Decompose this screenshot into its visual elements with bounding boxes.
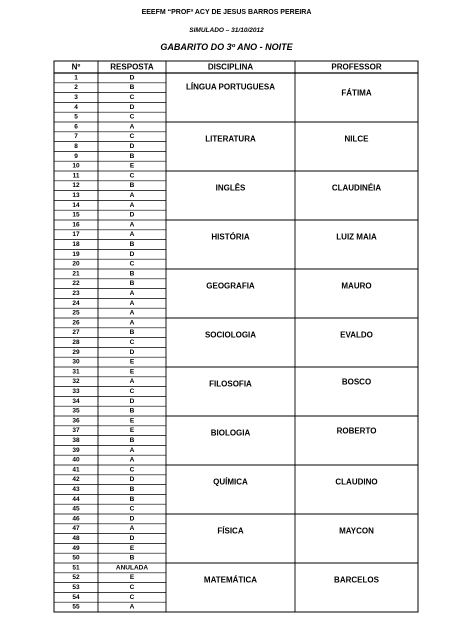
question-number: 16 xyxy=(72,221,80,229)
question-number: 2 xyxy=(74,84,78,92)
column-header-teacher: PROFESSOR xyxy=(331,62,382,72)
answer-cell: B xyxy=(129,280,135,288)
question-number: 33 xyxy=(72,388,80,395)
question-number: 6 xyxy=(74,123,78,131)
question-number: 45 xyxy=(72,505,80,513)
subject-name: GEOGRAFIA xyxy=(206,281,255,291)
answer-cell: D xyxy=(129,143,135,150)
answer-cell: D xyxy=(129,535,135,542)
question-number: 17 xyxy=(72,231,80,239)
question-number: 28 xyxy=(72,339,80,346)
teacher-name: NILCE xyxy=(344,134,369,144)
question-number: 50 xyxy=(72,554,80,562)
answer-cell: E xyxy=(129,427,135,435)
question-number: 42 xyxy=(72,476,80,484)
answer-cell: B xyxy=(129,329,135,337)
question-number: 12 xyxy=(72,182,80,190)
column-header-subject: DISCIPLINA xyxy=(207,62,254,72)
question-number: 46 xyxy=(72,515,80,523)
question-number: 5 xyxy=(74,113,78,121)
question-number: 7 xyxy=(74,133,78,141)
question-number: 39 xyxy=(72,446,80,454)
teacher-name: CLAUDINÉIA xyxy=(331,183,382,193)
answer-cell: B xyxy=(129,152,135,160)
question-number: 37 xyxy=(72,427,80,435)
question-number: 26 xyxy=(72,319,80,327)
question-number: 35 xyxy=(72,407,80,415)
answer-cell: B xyxy=(129,437,135,444)
question-number: 55 xyxy=(72,603,80,611)
question-number: 20 xyxy=(72,260,80,268)
answer-cell: A xyxy=(129,192,135,199)
answer-cell: B xyxy=(129,486,135,493)
question-number: 13 xyxy=(72,192,80,199)
question-number: 14 xyxy=(72,201,80,209)
question-number: 4 xyxy=(74,103,78,111)
question-number: 8 xyxy=(74,143,78,150)
column-header-answer: RESPOSTA xyxy=(110,62,154,72)
answer-cell: C xyxy=(129,466,135,474)
question-number: 18 xyxy=(72,241,80,248)
question-number: 11 xyxy=(72,172,80,180)
subject-name: MATEMÁTICA xyxy=(203,575,258,585)
answer-cell: E xyxy=(129,574,135,582)
answer-cell: D xyxy=(129,397,135,405)
teacher-name: CLAUDINO xyxy=(335,477,378,487)
subject-name: LITERATURA xyxy=(205,134,256,144)
teacher-name: BOSCO xyxy=(341,377,372,387)
question-number: 15 xyxy=(72,211,80,219)
teacher-name: EVALDO xyxy=(340,330,373,340)
answer-cell: C xyxy=(129,339,135,346)
answer-cell: E xyxy=(129,358,135,366)
subject-name: HISTÓRIA xyxy=(211,232,250,242)
school-name: EEEFM “PROFª ACY DE JESUS BARROS PEREIRA xyxy=(141,9,312,16)
question-number: 51 xyxy=(72,564,80,572)
answer-cell: C xyxy=(129,505,135,513)
answer-cell: D xyxy=(129,211,135,219)
column-header-number: Nº xyxy=(71,62,81,72)
question-number: 49 xyxy=(72,544,80,552)
answer-cell: A xyxy=(129,299,135,307)
answer-cell: B xyxy=(129,407,135,415)
question-number: 25 xyxy=(72,309,80,317)
question-number: 52 xyxy=(72,574,80,582)
answer-cell: A xyxy=(129,290,135,297)
answer-cell: D xyxy=(129,103,135,111)
answer-cell: A xyxy=(129,319,135,327)
subject-name: SOCIOLOGIA xyxy=(204,330,257,340)
teacher-name: MAYCON xyxy=(339,526,374,536)
question-number: 47 xyxy=(72,525,80,533)
question-number: 21 xyxy=(72,270,80,278)
teacher-name: MAURO xyxy=(341,281,372,291)
question-number: 36 xyxy=(72,417,80,425)
question-number: 48 xyxy=(72,535,80,542)
answer-cell: A xyxy=(129,221,135,229)
question-number: 27 xyxy=(72,329,80,337)
question-number: 29 xyxy=(72,348,80,356)
answer-cell: A xyxy=(129,231,135,239)
teacher-name: FÁTIMA xyxy=(341,88,372,98)
answer-cell: B xyxy=(129,495,135,503)
question-number: 32 xyxy=(72,378,80,386)
question-number: 44 xyxy=(72,495,80,503)
answer-cell: C xyxy=(129,593,135,601)
answer-cell: C xyxy=(129,113,135,121)
question-number: 34 xyxy=(72,397,80,405)
answer-cell: B xyxy=(129,84,135,92)
subject-name: BIOLOGIA xyxy=(210,428,251,438)
answer-cell: D xyxy=(129,476,135,484)
answer-cell: C xyxy=(129,584,135,591)
question-number: 22 xyxy=(72,280,80,288)
answer-cell: E xyxy=(129,544,135,552)
question-number: 38 xyxy=(72,437,80,444)
answer-cell: A xyxy=(129,456,135,464)
answer-cell: B xyxy=(129,241,135,248)
subject-name: FÍSICA xyxy=(217,526,244,536)
answer-cell: B xyxy=(129,182,135,190)
subject-name: INGLÊS xyxy=(215,183,246,193)
answer-cell: A xyxy=(129,378,135,386)
answer-cell: D xyxy=(129,74,135,82)
question-number: 31 xyxy=(72,368,80,376)
question-number: 19 xyxy=(72,250,80,258)
answer-cell: D xyxy=(129,250,135,258)
answer-cell: E xyxy=(129,417,135,425)
answer-cell: ANULADA xyxy=(115,564,149,572)
teacher-name: LUIZ MAIA xyxy=(336,232,377,242)
question-number: 40 xyxy=(72,456,80,464)
answer-cell: A xyxy=(129,201,135,209)
answer-cell: C xyxy=(129,133,135,141)
question-number: 3 xyxy=(74,94,78,101)
subject-name: QUÍMICA xyxy=(213,477,248,487)
answer-cell: D xyxy=(129,348,135,356)
answer-cell: D xyxy=(129,515,135,523)
answer-cell: C xyxy=(129,260,135,268)
answer-cell: E xyxy=(129,162,135,170)
question-number: 23 xyxy=(72,290,80,297)
answer-cell: E xyxy=(129,368,135,376)
question-number: 43 xyxy=(72,486,80,493)
question-number: 53 xyxy=(72,584,80,591)
answer-cell: B xyxy=(129,270,135,278)
answer-cell: A xyxy=(129,603,135,611)
subject-name: FILOSOFIA xyxy=(209,379,252,389)
answer-cell: A xyxy=(129,446,135,454)
question-number: 24 xyxy=(72,299,80,307)
answer-cell: C xyxy=(129,94,135,101)
answer-cell: A xyxy=(129,309,135,317)
answer-cell: A xyxy=(129,525,135,533)
answer-cell: B xyxy=(129,554,135,562)
answer-cell: A xyxy=(129,123,135,131)
answer-cell: C xyxy=(129,172,135,180)
question-number: 10 xyxy=(72,162,80,170)
question-number: 54 xyxy=(72,593,80,601)
answer-cell: C xyxy=(129,388,135,395)
subject-name: LÍNGUA PORTUGUESA xyxy=(185,82,276,92)
question-number: 1 xyxy=(74,74,78,82)
teacher-name: ROBERTO xyxy=(336,426,377,436)
question-number: 41 xyxy=(72,466,80,474)
question-number: 30 xyxy=(72,358,80,366)
exam-date: SIMULADO – 31/10/2012 xyxy=(189,27,264,34)
question-number: 9 xyxy=(74,152,78,160)
page-title: GABARITO DO 3º ANO - NOITE xyxy=(160,42,293,52)
teacher-name: BARCELOS xyxy=(334,575,379,585)
